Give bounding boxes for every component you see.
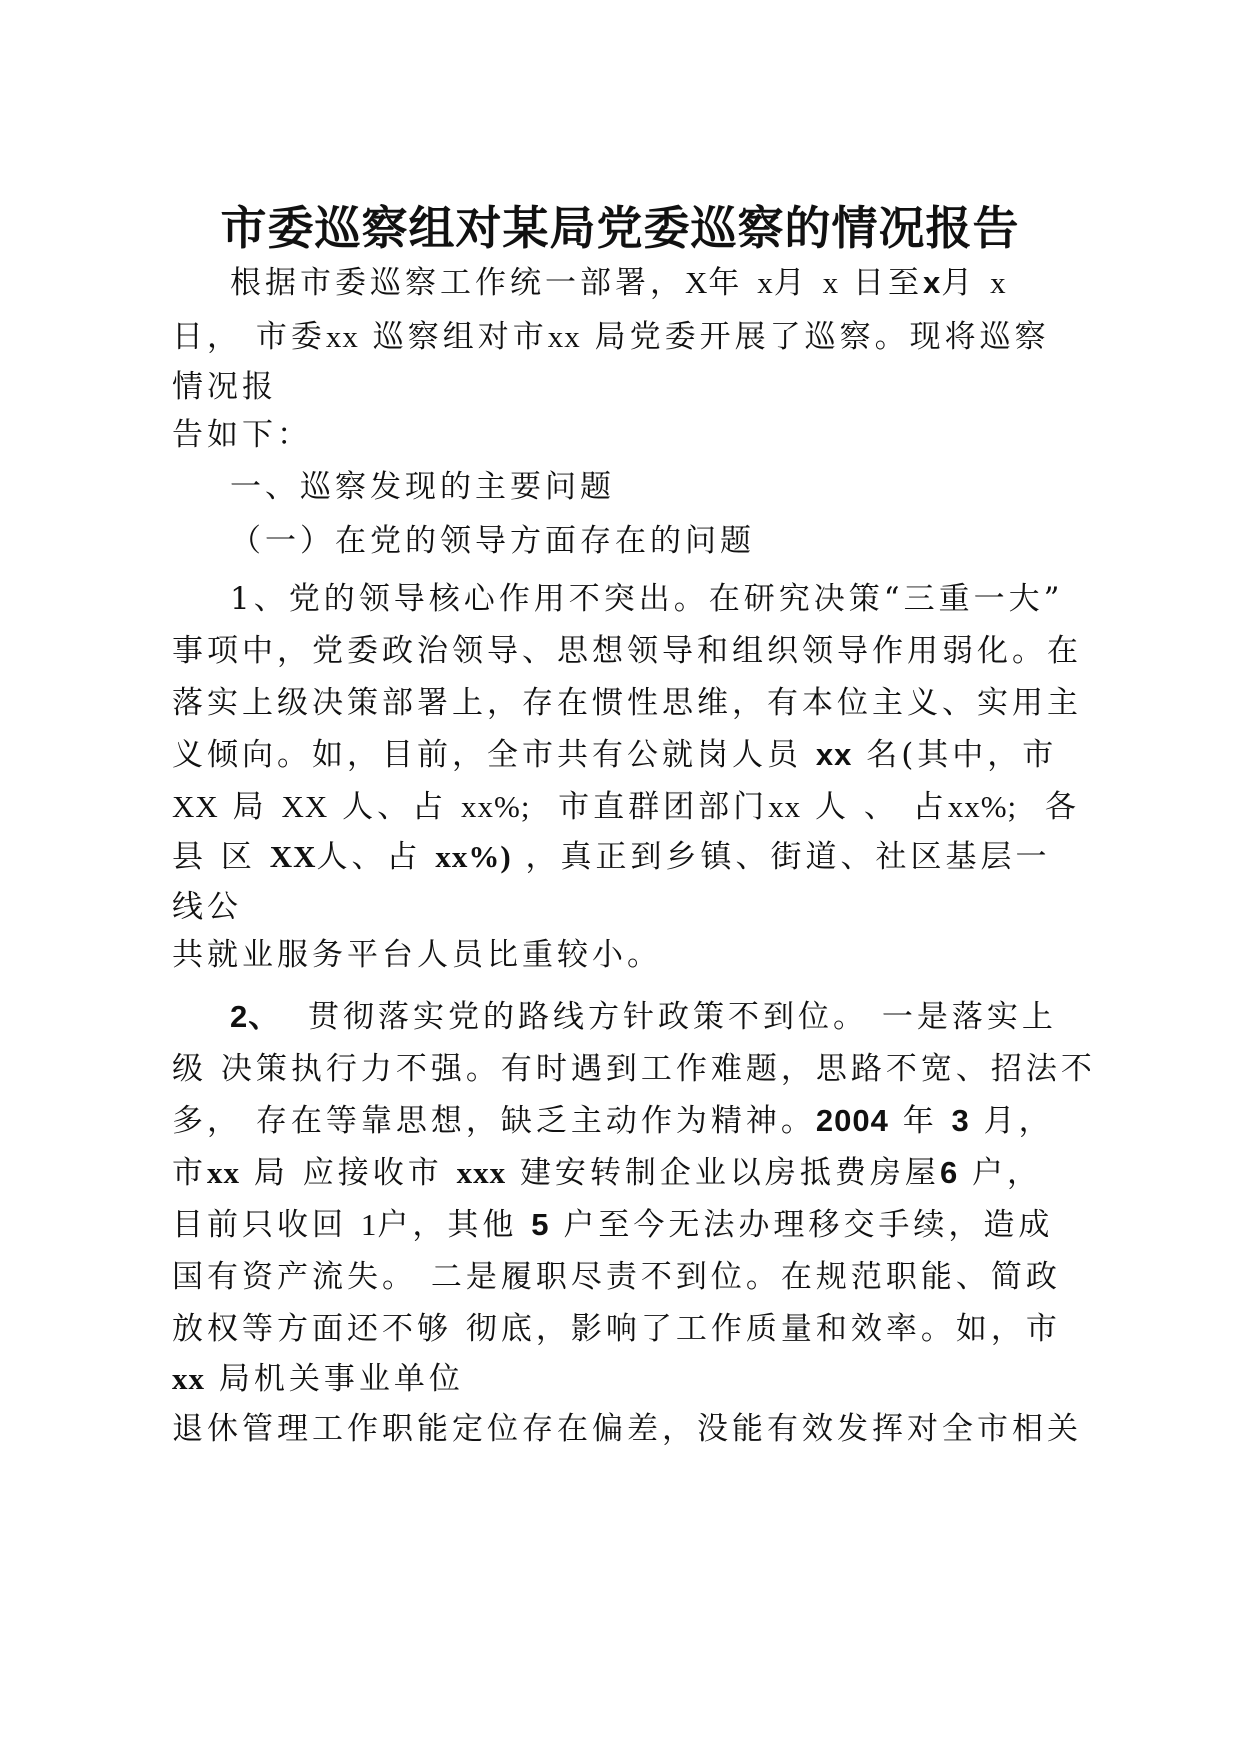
item2-text: 贯彻落实党的路线方针政策不到位。 一是落实上 <box>307 999 1057 1035</box>
item2-text: 市 <box>172 1155 207 1191</box>
item1-text: 名(其中，市 <box>866 737 1058 773</box>
item2-xxx: xxx <box>456 1155 507 1190</box>
item1-line-4 <box>172 734 1057 776</box>
intro-xx: xx <box>547 319 581 354</box>
section-heading: 一、巡察发现的主要问题 <box>230 469 615 505</box>
item1-line-7: 线公 <box>172 889 242 925</box>
item2-text: 月， <box>983 1103 1054 1139</box>
item2-xx: xx <box>207 1155 240 1190</box>
item1-xx: XX <box>172 789 219 824</box>
intro-text: 局党委开展了巡察。现将巡察 <box>594 319 1050 355</box>
intro-text: 年 <box>708 265 744 301</box>
document-title: 市委巡察组对某局党委巡察的情况报告 <box>220 201 1020 255</box>
intro-line-4: 告如下： <box>172 417 312 453</box>
item1-line-3: 落实上级决策部署上，存在惯性思维，有本位主义、实用主 <box>172 685 1082 721</box>
item1-text: 县 区 <box>172 839 256 875</box>
intro-text: 巡察组对市 <box>372 319 548 355</box>
item2-line-7: 放权等方面还不够 彻底，影响了工作质量和效率。如，市 <box>172 1311 1061 1347</box>
item1-line-6 <box>172 836 1051 878</box>
item1-text: 局 <box>232 789 268 825</box>
intro-xx: xx <box>325 319 359 354</box>
item2-count: 6 <box>939 1155 959 1190</box>
intro-month: x <box>922 265 942 300</box>
item1-xx: xx <box>768 789 802 824</box>
item2-text: 户， <box>972 1155 1043 1191</box>
item2-text: 多， 存在等靠思想，缺乏主动作为精神。 <box>172 1103 816 1139</box>
item1-text: 人、占 <box>316 839 422 875</box>
item1-count: xx <box>815 737 853 772</box>
item2-text: 局 应接收市 <box>253 1155 443 1191</box>
item2-line-9: 退休管理工作职能定位存在偏差，没能有效发挥对全市相关 <box>172 1411 1082 1447</box>
item2-line-2: 级 决策执行力不强。有时遇到工作难题，思路不宽、招法不 <box>172 1051 1096 1087</box>
item1-text: 人 、 占 <box>815 789 948 825</box>
intro-text: 日， 市委 <box>172 319 326 355</box>
intro-day: x <box>822 265 840 300</box>
item1-percent: xx%; <box>947 789 1018 824</box>
intro-text: 根据市委巡察工作统一部署， <box>230 265 685 301</box>
item1-line-8: 共就业服务平台人员比重较小。 <box>172 937 662 973</box>
item1-xx: XX <box>269 839 317 874</box>
item1-text: ，真正到乡镇、街道、社区基层一 <box>525 839 1051 875</box>
intro-line-1 <box>230 262 1007 304</box>
item2-text: 户，其他 <box>377 1207 518 1243</box>
item2-text: 局机关事业单位 <box>218 1361 464 1397</box>
item2-line-8 <box>172 1358 464 1400</box>
item2-text: 户至今无法办理移交手续，造成 <box>563 1207 1054 1243</box>
intro-text: 日至 <box>852 265 923 301</box>
item1-percent: xx%; <box>461 789 531 824</box>
item2-text: 建安转制企业以房抵费房屋 <box>519 1155 940 1191</box>
subsection-heading: （一）在党的领导方面存在的问题 <box>230 523 755 559</box>
item2-line-5 <box>172 1204 1053 1246</box>
item2-line-6: 国有资产流失。 二是履职尽责不到位。在规范职能、简政 <box>172 1259 1061 1295</box>
item2-text: 年 <box>902 1103 938 1139</box>
item1-text: 市直群团部门 <box>558 789 769 825</box>
item1-line-5 <box>172 786 1080 828</box>
item1-percent: xx%) <box>435 839 512 874</box>
item2-count: 5 <box>531 1207 550 1242</box>
item1-line-1: 1、党的领导核心作用不突出。在研究决策“三重一大” <box>230 581 1064 617</box>
item2-line-4 <box>172 1152 1042 1194</box>
item2-xx: xx <box>172 1361 205 1396</box>
intro-day: x <box>990 265 1007 300</box>
item1-line-2: 事项中，党委政治领导、思想领导和组织领导作用弱化。在 <box>172 633 1082 669</box>
item1-text: 人、占 <box>342 789 448 825</box>
intro-line-2 <box>172 316 1050 358</box>
item2-year: 2004 <box>815 1103 889 1138</box>
item1-text: 义倾向。如，目前，全市共有公就岗人员 <box>172 737 802 773</box>
intro-text: 月 <box>773 265 809 301</box>
intro-text: 月 <box>941 265 977 301</box>
item2-text: 目前只收回 <box>172 1207 347 1243</box>
intro-year: X <box>685 265 709 300</box>
item1-xx: XX <box>281 789 329 824</box>
item2-number: 2、 <box>230 999 281 1034</box>
item2-line-1 <box>230 996 1057 1038</box>
item2-month: 3 <box>951 1103 970 1138</box>
item1-text: 各 <box>1044 789 1080 825</box>
intro-month: x <box>757 265 774 300</box>
intro-line-3: 情况报 <box>172 369 277 405</box>
item2-line-3 <box>172 1100 1054 1142</box>
item2-count: 1 <box>360 1207 378 1242</box>
